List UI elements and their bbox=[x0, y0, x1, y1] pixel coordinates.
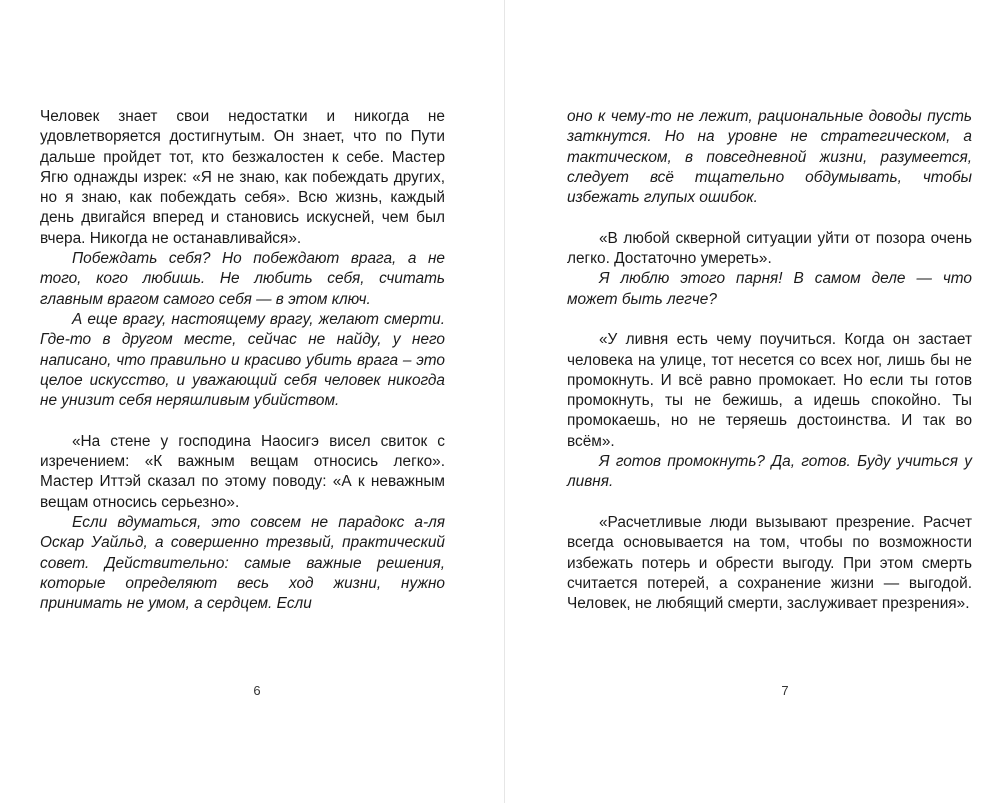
right-page bbox=[505, 0, 1000, 803]
paragraph: Человек знает свои недостатки и никогда не удовлетворяется достигнутым. Он знает, что по Пути дальше пройдет тот, кто безжалостен к себе. Мастер Ягю однажды изрек: «Я не знаю, как побеждать других, но я знаю, как побеждать себя». Всю жизнь, каждый день двигайся вперед и становись искусней, чем был вчера. Никогда не останавливайся». bbox=[40, 108, 445, 247]
paragraph: Если вдуматься, это совсем не парадокс а-ля Оскар Уайльд, а совершенно трезвый, практический совет. Действительно: самые важные решения, которые определяют весь ход жизни, нужно принимать не умом, а сердцем. Если bbox=[40, 513, 445, 613]
paragraph: «У ливня есть чему поучиться. Когда он застает человека на улице, тот несется со всех ног, лишь бы не промокнуть. И всё равно промокает. Но если ты готов промокнуть, ты не бежишь, а идешь спокойно. Ты промокаешь, но не теряешь достоинства. И так во всём». bbox=[567, 331, 972, 450]
paragraph: оно к чему-то не лежит, рациональные доводы пусть заткнутся. Но на уровне не стратегическом, а тактическом, в повседневной жизни, разумеется, следует всё тщательно обдумывать, чтобы избежать глупых ошибок. bbox=[567, 108, 972, 207]
paragraph: «На стене у господина Наосигэ висел свиток с изречением: «К важным вещам относись легко». Мастер Иттэй сказал по этому поводу: «А к неважным вещам относись серьезно». bbox=[40, 432, 445, 511]
paragraph: Я готов промокнуть? Да, готов. Буду учиться у ливня. bbox=[567, 453, 972, 491]
paragraph: «Расчетливые люди вызывают презрение. Расчет всегда основывается на том, чтобы по возможности избежать потерь и обрести выгоду. При этом смерть считается потерей, а сохранение жизни — выгодой. Человек, не любящий смерти, заслуживает презрения». bbox=[567, 513, 972, 613]
paragraph: «В любой скверной ситуации уйти от позора очень легко. Достаточно умереть». bbox=[567, 229, 972, 268]
paragraph: Побеждать себя? Но побеждают врага, а не того, кого любишь. Не любить себя, считать главным врагом самого себя — в этом ключ. bbox=[40, 250, 445, 308]
page-number: 7 bbox=[781, 683, 789, 698]
right-page-text bbox=[567, 107, 972, 614]
page-number: 6 bbox=[253, 683, 261, 698]
left-page-text bbox=[40, 107, 445, 614]
paragraph: А еще врагу, настоящему врагу, желают смерти. Где-то в другом месте, сейчас не найду, у него написано, что правильно и красиво убить врага – это целое искусство, и уважающий себя человек никогда не унизит себя неряшливым убийством. bbox=[40, 310, 445, 410]
paragraph: Я люблю этого парня! В самом деле — что может быть легче? bbox=[567, 270, 972, 308]
